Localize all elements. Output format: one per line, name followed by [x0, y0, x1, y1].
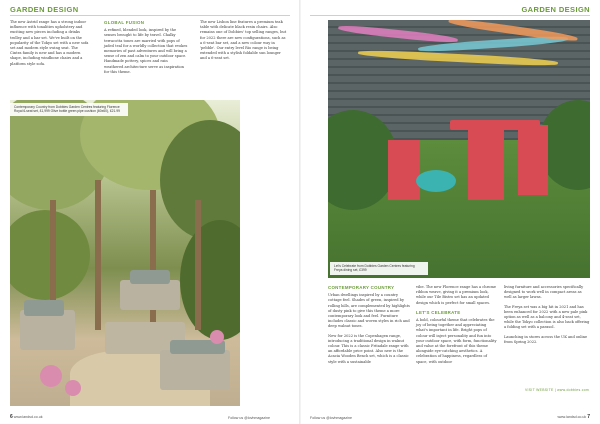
article-column-1: [328, 285, 410, 369]
page-number: 7: [587, 414, 590, 420]
article-column-3: [504, 285, 590, 349]
body-text: Urban dwellings inspired by a country cottage feel. Shades of green, inspired by rolling hills, are complemented by highlights of dusty pink to give this theme a more contemporary look and feel. Furniture includes classic and woven styles in rich and deep walnut tones.: [328, 293, 410, 329]
body-text: A bold, colourful theme that celebrates the joy of being together and appreciating what's important in life. Bright pops of colour will inject personality and fun into your outdoor space, with form, functionality and value at the forefront of this theme alongside eye-catching aesthetics. A celebration of happiness, regardless of space, with outdoor: [416, 318, 497, 364]
website-link[interactable]: VISIT WEBSITE | www.dobbies.com: [525, 388, 590, 392]
footer-website[interactable]: www.landsd.co.uk: [13, 415, 43, 419]
page-number: 6: [10, 414, 13, 420]
body-text: The Freya set was a big hit in 2021 and has been enhanced for 2022 with a new pale pink option as well as a balcony and 4-seat set, while the Tokyo collection is also back offering a folding set with a parasol.: [504, 304, 590, 330]
article-column-2: [416, 285, 498, 369]
subheading-global-fusion: GLOBAL FUSION: [104, 20, 145, 25]
body-text: vibe. The new Florence range has a chrome ribbon weave, giving it a premium look, while our Tile Bistro set has an updated design which is perfect for small spaces.: [416, 285, 496, 305]
body-text: The new Lisbon line features a premium teak table with delicate black resin chairs. Also remains one of Dobbies' top selling ranges, but for 2022 there are new configurations, such as a 6-seat bar set, and a new colour way in 'pebble'. Our entry level Rio range is being extended with a stylish foldable sun lounger and a 6-seat set.: [200, 20, 287, 61]
header-rule: [310, 15, 590, 16]
article-column-3: [200, 20, 288, 66]
footer-website[interactable]: www.landsd.co.uk: [557, 415, 587, 419]
photo-contemporary-country: [10, 100, 240, 406]
right-page: [300, 0, 600, 424]
body-text: The new Astrid range has a strong indoor influence with tonalities upholstery and exciting new pieces including a drinks trolley and a bar set. We've built on the popularity of the Tokyo set with a new sofa set and modern style swing seat. The Cintra family is new and has a modern shape, including windbone chairs and a platform style sofa.: [10, 20, 89, 66]
photo-lets-celebrate: [328, 20, 590, 278]
article-column-2: [104, 20, 188, 79]
left-footer: [10, 414, 43, 420]
photo-caption: Let's Celebrate from Dobbies Garden Centres featuring Freya dining set, £399: [330, 262, 428, 275]
body-text: New for 2022 is the Copenhagen range, introducing a traditional design in walnut colour. This is a classic Fritadale range with an affordable price point. Also new is the Acacia Wooden Bench set, which is a classic style with a sustainable: [328, 333, 409, 364]
article-column-1: [10, 20, 90, 71]
section-label: GARDEN DESIGN: [521, 5, 590, 14]
section-label: GARDEN DESIGN: [10, 5, 79, 14]
body-text: Launching in stores across the UK and online from Spring 2022.: [504, 334, 588, 344]
right-footer: [557, 414, 590, 420]
body-text: living furniture and accessories specifically designed to work well in compact areas as well as larger lawns.: [504, 285, 584, 300]
subheading-lets-celebrate: LET'S CELEBRATE: [416, 309, 461, 315]
header-rule: [10, 15, 290, 16]
body-text: A refined, blended look, inspired by the senses brought to life by travel. Chalky terracotta tones are married with pops of jaded teal for a worldly collection that evokes memories of past adventures and will bring a sense of zen and calm to your outdoor space. Handmade pottery, spices and rain weathered architecture serve as inspiration for this theme.: [104, 28, 188, 74]
photo-caption: Contemporary Country from Dobbies Garden Centres featuring Florence Royal 6-seat set, £1,999 Olive bottle green pipe cushion (60x60), £21.99: [10, 103, 128, 116]
footer-social: Follow us @lovhmagazine: [310, 416, 353, 420]
footer-social: Follow us @lovhmagazine: [228, 416, 271, 420]
subheading-contemporary-country: CONTEMPORARY COUNTRY: [328, 285, 395, 290]
